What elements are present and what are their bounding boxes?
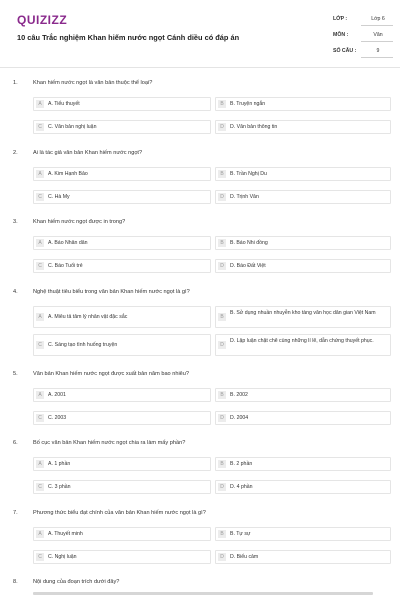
option-text: A. Miêu tả tâm lý nhân vật đặc sắc (48, 314, 128, 320)
question-number: 6. (13, 440, 18, 446)
quizizz-logo: QUIZIZZ (17, 13, 68, 27)
option-text: C. Báo Tuổi trẻ (48, 263, 83, 269)
option-d[interactable] (215, 190, 391, 204)
meta-grade-value: Lớp 6 (371, 16, 385, 22)
option-a[interactable] (33, 167, 211, 181)
truncated-passage (33, 592, 373, 598)
option-d[interactable] (215, 334, 391, 356)
option-text: C. Nghị luận (48, 554, 77, 560)
option-d[interactable] (215, 259, 391, 273)
page-title: 10 câu Trắc nghiệm Khan hiếm nước ngọt Cánh diều có đáp án (17, 33, 240, 42)
option-text: B. Tự sự (230, 531, 251, 537)
option-b[interactable] (215, 527, 391, 541)
option-text: A. Thuyết minh (48, 531, 83, 537)
option-a[interactable] (33, 457, 211, 471)
meta-subject (333, 30, 393, 46)
question-number: 2. (13, 150, 18, 156)
option-text: C. 3 phần (48, 484, 71, 490)
option-text: B. Sử dụng nhuần nhuyễn kho tàng văn học dân gian Việt Nam (230, 310, 376, 316)
option-c[interactable] (33, 259, 211, 273)
meta-grade (333, 14, 393, 30)
option-text: D. Lập luận chặt chẽ cùng những lí lẽ, dẫn chứng thuyết phục. (230, 338, 374, 344)
option-letter: C (36, 483, 44, 491)
option-letter: D (218, 262, 226, 270)
question-text: Phương thức biểu đạt chính của văn bản Khan hiếm nước ngọt là gì? (33, 510, 206, 516)
meta-grade-underline (361, 25, 393, 26)
meta-count-value: 9 (376, 48, 380, 54)
option-a[interactable] (33, 527, 211, 541)
option-letter: D (218, 341, 226, 349)
meta-subject-underline (361, 41, 393, 42)
option-text: D. Báo Đất Việt (230, 263, 266, 269)
meta-count-label: SỐ CÂU : (333, 48, 357, 54)
option-text: D. 2004 (230, 415, 249, 421)
option-letter: A (36, 460, 44, 468)
option-d[interactable] (215, 550, 391, 564)
question-text: Khan hiếm nước ngọt được in trong? (33, 219, 126, 225)
header-divider (0, 67, 400, 68)
option-c[interactable] (33, 190, 211, 204)
option-text: D. 4 phần (230, 484, 253, 490)
question-number: 5. (13, 371, 18, 377)
option-letter: D (218, 123, 226, 131)
option-letter: B (218, 100, 226, 108)
meta-count (333, 46, 393, 62)
option-text: C. 2003 (48, 415, 67, 421)
option-d[interactable] (215, 120, 391, 134)
option-letter: B (218, 391, 226, 399)
option-b[interactable] (215, 236, 391, 250)
option-letter: A (36, 391, 44, 399)
option-text: A. 2001 (48, 392, 66, 398)
question-number: 8. (13, 579, 18, 585)
option-a[interactable] (33, 306, 211, 328)
option-letter: D (218, 414, 226, 422)
option-letter: A (36, 239, 44, 247)
option-c[interactable] (33, 550, 211, 564)
option-letter: B (218, 313, 226, 321)
option-text: C. Hà My (48, 194, 70, 200)
question-number: 1. (13, 80, 18, 86)
option-c[interactable] (33, 334, 211, 356)
question-number: 3. (13, 219, 18, 225)
option-text: A. Kim Hạnh Bảo (48, 171, 88, 177)
option-letter: B (218, 239, 226, 247)
option-b[interactable] (215, 457, 391, 471)
option-text: B. 2 phần (230, 461, 253, 467)
option-c[interactable] (33, 411, 211, 425)
question-text: Nghệ thuật tiêu biểu trong văn bản Khan hiếm nước ngọt là gì? (33, 289, 190, 295)
option-text: A. Báo Nhân dân (48, 240, 88, 246)
option-letter: D (218, 553, 226, 561)
option-text: D. Biểu cảm (230, 554, 259, 560)
page-header (0, 0, 400, 68)
option-letter: C (36, 193, 44, 201)
option-letter: B (218, 460, 226, 468)
option-text: B. Truyện ngắn (230, 101, 266, 107)
option-text: A. Tiểu thuyết (48, 101, 80, 107)
option-text: B. 2002 (230, 392, 248, 398)
question-text: Văn bản Khan hiếm nước ngọt được xuất bản năm bao nhiêu? (33, 371, 190, 377)
option-b[interactable] (215, 388, 391, 402)
option-letter: D (218, 483, 226, 491)
option-letter: A (36, 100, 44, 108)
option-letter: B (218, 530, 226, 538)
option-text: B. Trần Nghị Du (230, 171, 267, 177)
option-a[interactable] (33, 236, 211, 250)
option-b[interactable] (215, 167, 391, 181)
option-letter: A (36, 170, 44, 178)
question-text: Khan hiếm nước ngọt là văn bản thuộc thể loại? (33, 80, 153, 86)
option-letter: C (36, 341, 44, 349)
question-text: Ai là tác giả văn bản Khan hiếm nước ngọt? (33, 150, 143, 156)
option-letter: B (218, 170, 226, 178)
option-letter: C (36, 553, 44, 561)
option-a[interactable] (33, 388, 211, 402)
option-c[interactable] (33, 120, 211, 134)
option-c[interactable] (33, 480, 211, 494)
meta-subject-value: Văn (373, 32, 383, 38)
option-a[interactable] (33, 97, 211, 111)
option-d[interactable] (215, 480, 391, 494)
option-text: D. Trịnh Vân (230, 194, 259, 200)
question-text: Bố cục văn bản Khan hiếm nước ngọt chia ra làm mấy phần? (33, 440, 186, 446)
option-d[interactable] (215, 411, 391, 425)
option-letter: C (36, 123, 44, 131)
option-text: D. Văn bản thông tin (230, 124, 278, 130)
worksheet-meta (333, 14, 393, 62)
option-text: C. Văn bản nghị luận (48, 124, 97, 130)
option-text: B. Báo Nhi đồng (230, 240, 268, 246)
meta-grade-label: LỚP : (333, 16, 348, 22)
meta-count-underline (361, 57, 393, 58)
question-number: 7. (13, 510, 18, 516)
option-b[interactable] (215, 306, 391, 328)
question-number: 4. (13, 289, 18, 295)
option-letter: C (36, 262, 44, 270)
option-letter: D (218, 193, 226, 201)
option-letter: A (36, 530, 44, 538)
option-text: A. 1 phần (48, 461, 71, 467)
option-b[interactable] (215, 97, 391, 111)
question-text: Nội dung của đoạn trích dưới đây? (33, 579, 120, 585)
option-text: C. Sáng tạo tình huống truyện (48, 342, 118, 348)
option-letter: A (36, 313, 44, 321)
meta-subject-label: MÔN : (333, 32, 349, 38)
option-letter: C (36, 414, 44, 422)
